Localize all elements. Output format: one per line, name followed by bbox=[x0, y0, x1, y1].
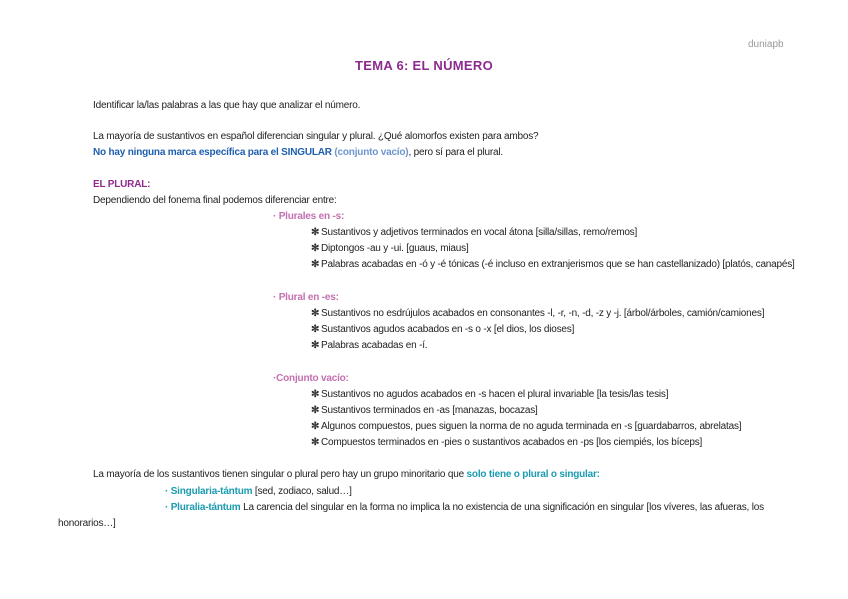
group-label-plural-s: · Plurales en -s: bbox=[273, 211, 345, 222]
list-item bbox=[311, 340, 427, 351]
list-item bbox=[311, 405, 538, 416]
group-label-plural-es: · Plural en -es: bbox=[273, 292, 339, 303]
group-label-conjunto-vacio: ·Conjunto vacío: bbox=[273, 373, 349, 384]
page-title: TEMA 6: EL NÚMERO bbox=[355, 58, 493, 73]
morfos-answer bbox=[93, 147, 503, 158]
plural-heading: EL PLURAL: bbox=[93, 179, 151, 190]
list-item bbox=[311, 308, 764, 319]
list-item-text: Sustantivos agudos acabados en -s o -x [el dios, los dioses] bbox=[321, 324, 575, 335]
list-item bbox=[311, 437, 702, 448]
list-item bbox=[311, 259, 795, 270]
list-item-text: Compuestos terminados en -pies o sustantivos acabados en -ps [los ciempiés, los bíceps] bbox=[321, 437, 703, 448]
list-item-text: Palabras acabadas en -í. bbox=[321, 340, 428, 351]
asterisk-icon: ✻ bbox=[311, 243, 320, 254]
asterisk-icon: ✻ bbox=[311, 324, 320, 335]
minority-body: La mayoría de los sustantivos tienen singular o plural pero hay un grupo minoritario que bbox=[93, 469, 467, 480]
asterisk-icon: ✻ bbox=[311, 389, 320, 400]
pluralia-label: · Pluralia-tántum bbox=[165, 502, 241, 513]
list-item-text: Sustantivos no agudos acabados en -s hacen el plural invariable [la tesis/las tesis] bbox=[321, 389, 669, 400]
minority-highlight: solo tiene o plural o singular: bbox=[466, 469, 600, 480]
watermark: duniapb bbox=[748, 39, 784, 50]
asterisk-icon: ✻ bbox=[311, 227, 320, 238]
singularia-text: [sed, zodiaco, salud…] bbox=[252, 486, 352, 497]
pluralia-cont: honorarios…] bbox=[58, 518, 116, 529]
list-item bbox=[311, 324, 574, 335]
no-hay-text: No hay ninguna marca específica para el SINGULAR bbox=[93, 147, 332, 158]
asterisk-icon: ✻ bbox=[311, 421, 320, 432]
asterisk-icon: ✻ bbox=[311, 340, 320, 351]
list-item bbox=[311, 389, 668, 400]
plural-intro: Dependiendo del fonema final podemos diferenciar entre: bbox=[93, 195, 337, 206]
morfos-rest: , pero sí para el plural. bbox=[408, 147, 503, 158]
asterisk-icon: ✻ bbox=[311, 259, 320, 270]
intro-text: Identificar la/las palabras a las que hay que analizar el número. bbox=[93, 100, 361, 111]
list-item bbox=[311, 421, 741, 432]
list-item bbox=[311, 243, 469, 254]
list-item-text: Sustantivos y adjetivos terminados en vocal átona [silla/sillas, remo/remos] bbox=[321, 227, 638, 238]
pluralia-line bbox=[165, 502, 764, 513]
list-item-text: Algunos compuestos, pues siguen la norma de no aguda terminada en -s [guardabarros, abrelatas] bbox=[321, 421, 742, 432]
morfos-question: La mayoría de sustantivos en español diferencian singular y plural. ¿Qué alomorfos existen para ambos? bbox=[93, 131, 539, 142]
list-item-text: Sustantivos terminados en -as [manazas, bocazas] bbox=[321, 405, 538, 416]
singularia-line bbox=[165, 486, 352, 497]
singularia-label: · Singularia-tántum bbox=[165, 486, 253, 497]
asterisk-icon: ✻ bbox=[311, 308, 320, 319]
minority-text bbox=[93, 469, 600, 480]
conjunto-vacio-text: (conjunto vacío) bbox=[334, 147, 409, 158]
list-item-text: Palabras acabadas en -ó y -é tónicas (-é incluso en extranjerismos que se han castellanizado) [platós, canapés] bbox=[321, 259, 795, 270]
list-item-text: Diptongos -au y -ui. [guaus, miaus] bbox=[321, 243, 469, 254]
list-item-text: Sustantivos no esdrújulos acabados en consonantes -l, -r, -n, -d, -z y -j. [árbol/árboles, camión/camiones] bbox=[321, 308, 765, 319]
list-item bbox=[311, 227, 637, 238]
asterisk-icon: ✻ bbox=[311, 405, 320, 416]
asterisk-icon: ✻ bbox=[311, 437, 320, 448]
pluralia-text: La carencia del singular en la forma no implica la no existencia de una significación en singular [los víveres, las afueras, los bbox=[240, 502, 764, 513]
